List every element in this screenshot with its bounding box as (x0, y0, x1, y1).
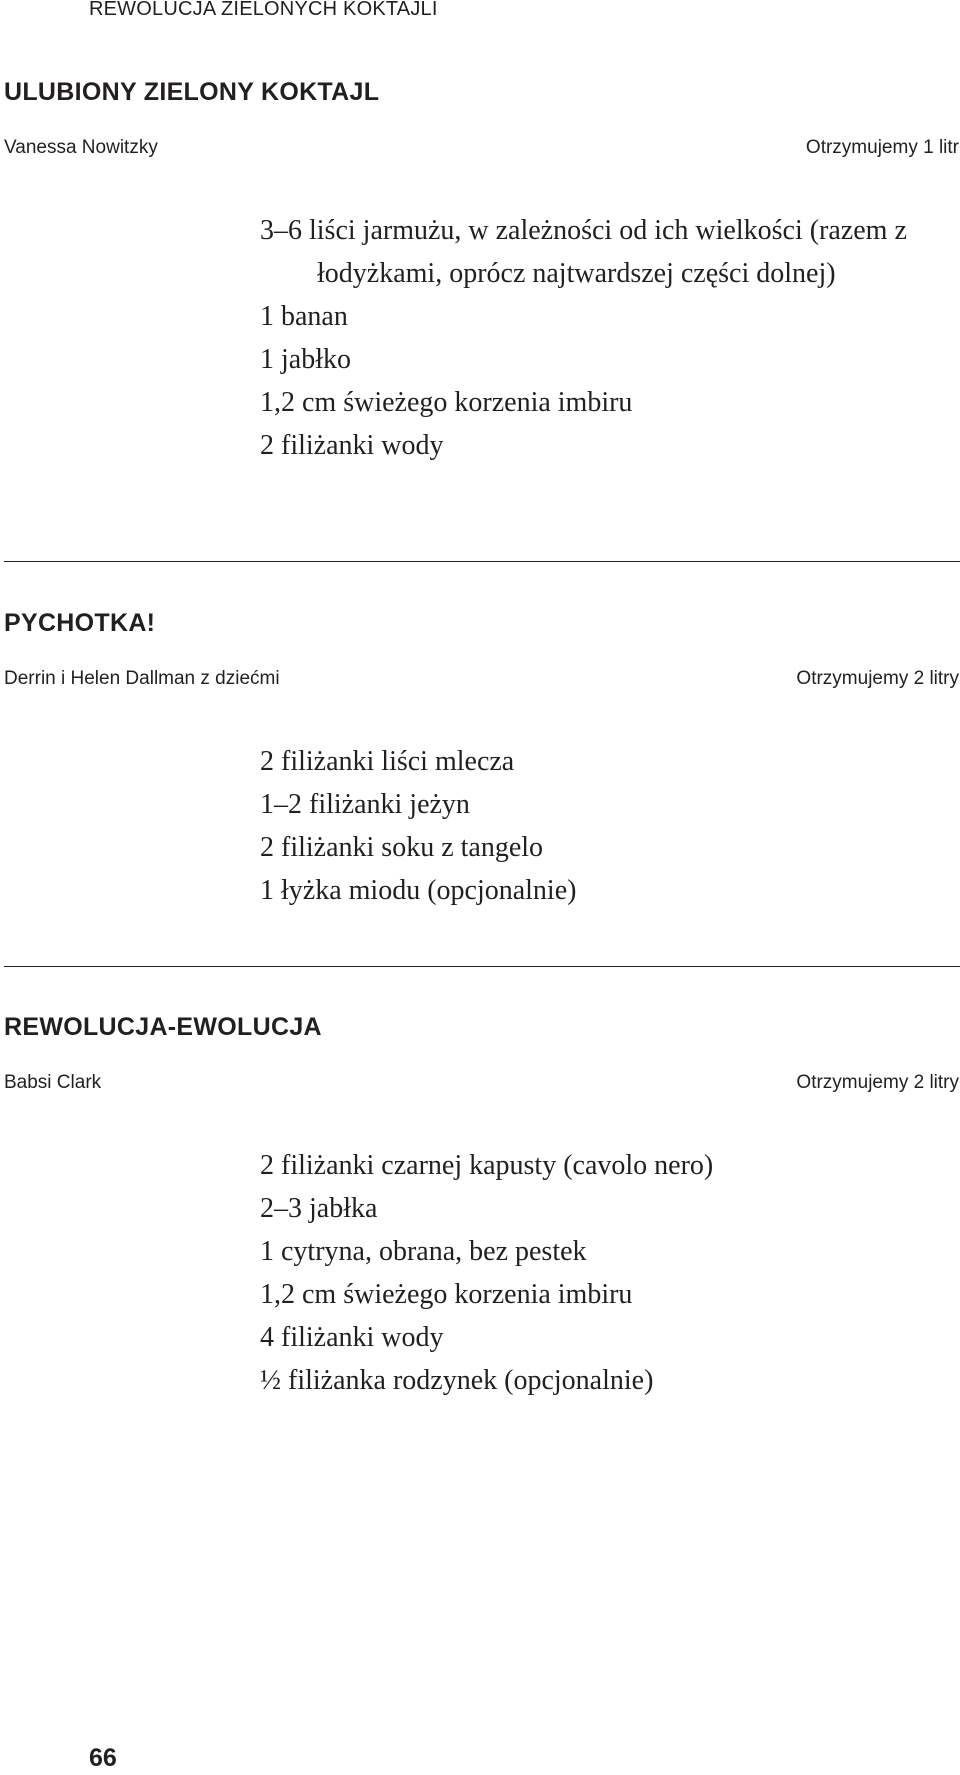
ingredient-item: 2 filiżanki czarnej kapusty (cavolo nero) (260, 1150, 714, 1181)
recipe-yield: Otrzymujemy 2 litry (796, 1072, 959, 1093)
recipe-author: Babsi Clark (4, 1072, 102, 1093)
section-divider (4, 561, 960, 562)
ingredient-item: 3–6 liści jarmużu, w zależności od ich wielkości (razem z łodyżkami, oprócz najtwardszej części dolnej) (260, 215, 907, 289)
recipe-title: PYCHOTKA! (4, 609, 156, 637)
recipe-yield: Otrzymujemy 2 litry (796, 668, 959, 689)
recipe-yield: Otrzymujemy 1 litr (805, 137, 959, 158)
ingredient-item: ½ filiżanka rodzynek (opcjonalnie) (260, 1365, 654, 1396)
ingredient-item: 2–3 jabłka (260, 1193, 378, 1224)
ingredient-item: 1 łyżka miodu (opcjonalnie) (260, 875, 577, 906)
ingredient-item: 1 cytryna, obrana, bez pestek (260, 1236, 587, 1267)
recipe-title: ULUBIONY ZIELONY KOKTAJL (4, 78, 380, 106)
ingredient-item: 2 filiżanki soku z tangelo (260, 832, 544, 863)
recipe-author: Vanessa Nowitzky (4, 137, 158, 158)
ingredient-item: 4 filiżanki wody (260, 1322, 444, 1353)
ingredient-item: 1–2 filiżanki jeżyn (260, 789, 470, 820)
ingredient-item: 1,2 cm świeżego korzenia imbiru (260, 1279, 633, 1310)
running-header: REWOLUCJA ZIELONYCH KOKTAJLI (89, 0, 438, 20)
ingredient-list (260, 1144, 940, 1402)
ingredient-list (260, 209, 940, 467)
ingredient-item: 1 banan (260, 301, 348, 332)
ingredient-item: 1,2 cm świeżego korzenia imbiru (260, 387, 633, 418)
recipe-title: REWOLUCJA-EWOLUCJA (4, 1013, 322, 1041)
ingredient-list (260, 740, 940, 912)
page-number: 66 (89, 1744, 117, 1772)
section-divider (4, 966, 960, 967)
recipe-author: Derrin i Helen Dallman z dziećmi (4, 668, 280, 689)
ingredient-item: 1 jabłko (260, 344, 351, 375)
ingredient-item: 2 filiżanki liści mlecza (260, 746, 515, 777)
ingredient-item: 2 filiżanki wody (260, 430, 444, 461)
